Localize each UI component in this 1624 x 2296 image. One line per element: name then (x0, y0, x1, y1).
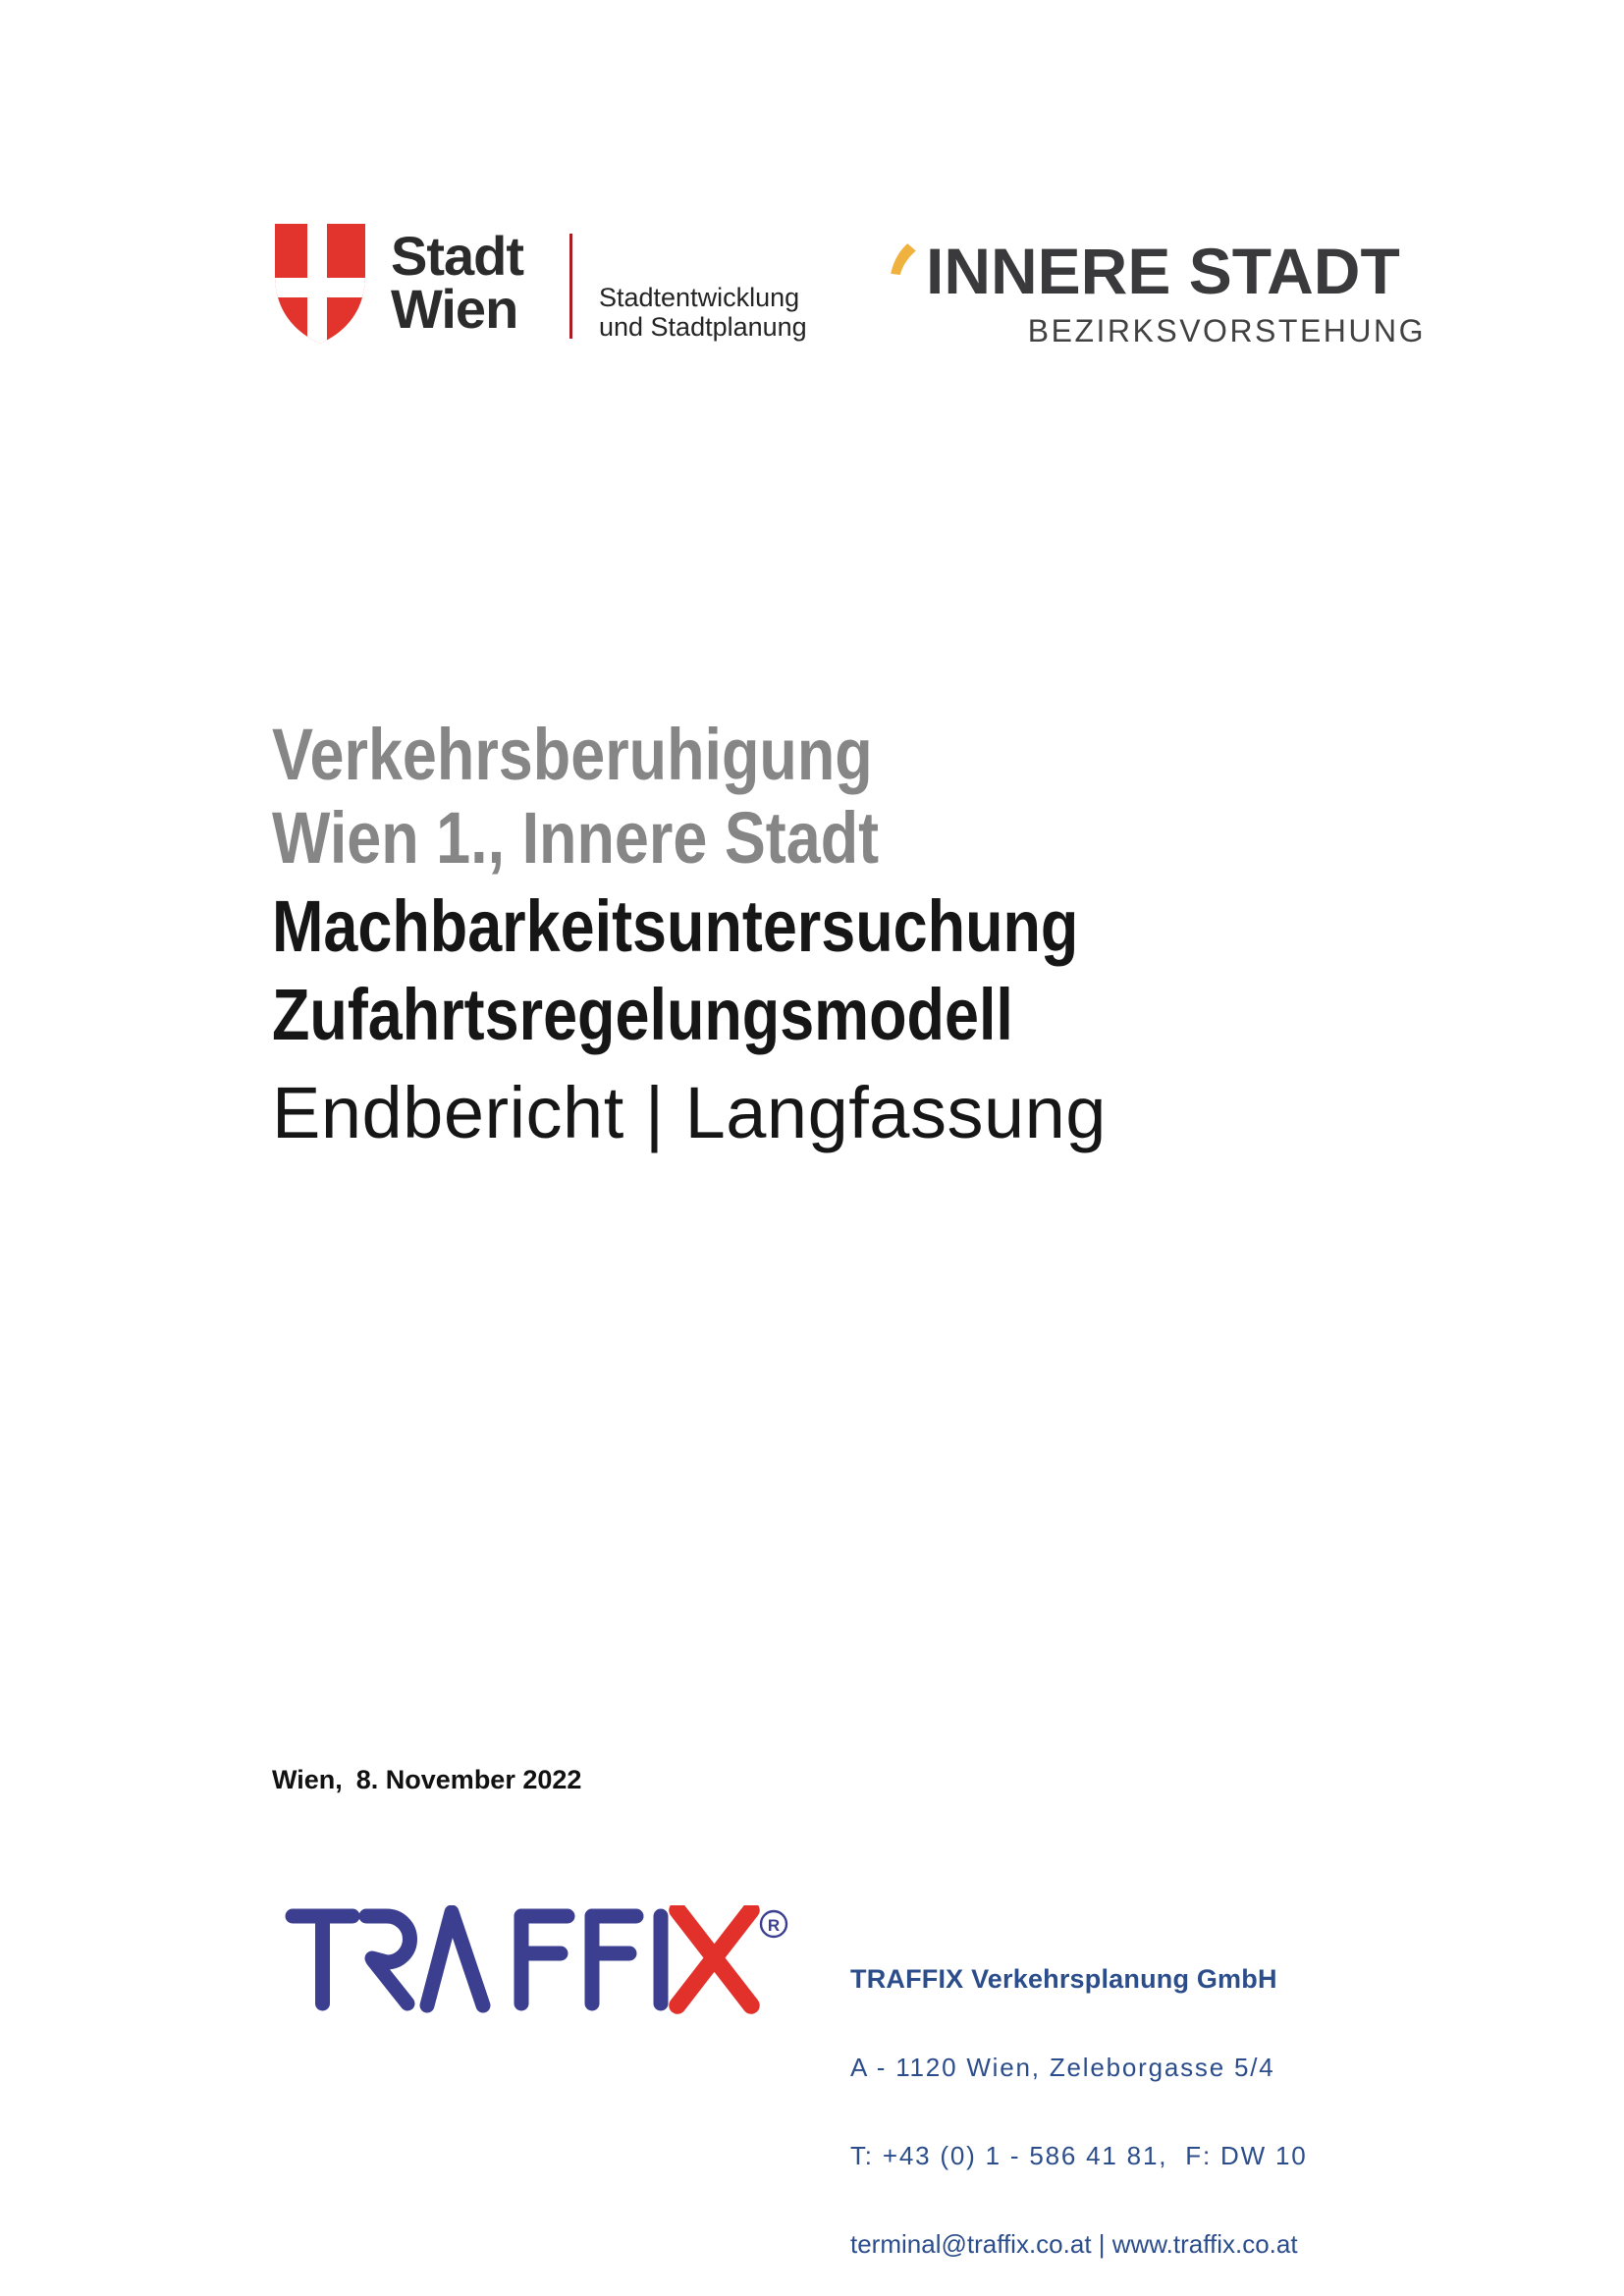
logo-divider (569, 234, 572, 339)
traffix-logo-icon (283, 1905, 793, 2018)
title-line-1: Verkehrsberuhigung (272, 714, 873, 795)
company-email-web: terminal@traffix.co.at | www.traffix.co.at (850, 2229, 1298, 2259)
svg-text:R: R (767, 1916, 781, 1935)
company-address: A - 1120 Wien, Zeleborgasse 5/4 (850, 2053, 1275, 2082)
title-line-4: Zufahrtsregelungsmodell (272, 974, 1013, 1055)
stadt-wien-word-1: Stadt (391, 225, 523, 287)
innere-stadt-title: INNERE STADT (926, 235, 1400, 307)
title-line-5: Endbericht | Langfassung (272, 1072, 1107, 1153)
department-line-2: und Stadtplanung (599, 312, 807, 342)
innere-stadt-subtitle: BEZIRKSVORSTEHUNG (1027, 313, 1426, 348)
department-line-1: Stadtentwicklung (599, 283, 800, 312)
contact-block (850, 1905, 1307, 2296)
registered-mark-icon (761, 1911, 786, 1937)
date-value: 8. November 2022 (355, 1765, 582, 1794)
title-line-3: Machbarkeitsuntersuchung (272, 885, 1079, 967)
company-name: TRAFFIX Verkehrsplanung GmbH (850, 1964, 1277, 1994)
title-line-2: Wien 1., Innere Stadt (272, 797, 880, 879)
stadt-wien-word-2: Wien (391, 278, 518, 340)
accent-mark-icon (890, 242, 917, 276)
stadt-wien-shield-icon (275, 224, 365, 344)
company-phone: T: +43 (0) 1 - 586 41 81, F: DW 10 (850, 2141, 1308, 2170)
date-line (272, 1765, 581, 1795)
stadt-wien-wordmark (391, 225, 523, 340)
stadt-wien-department (599, 283, 807, 342)
date-city: Wien, (272, 1765, 343, 1794)
